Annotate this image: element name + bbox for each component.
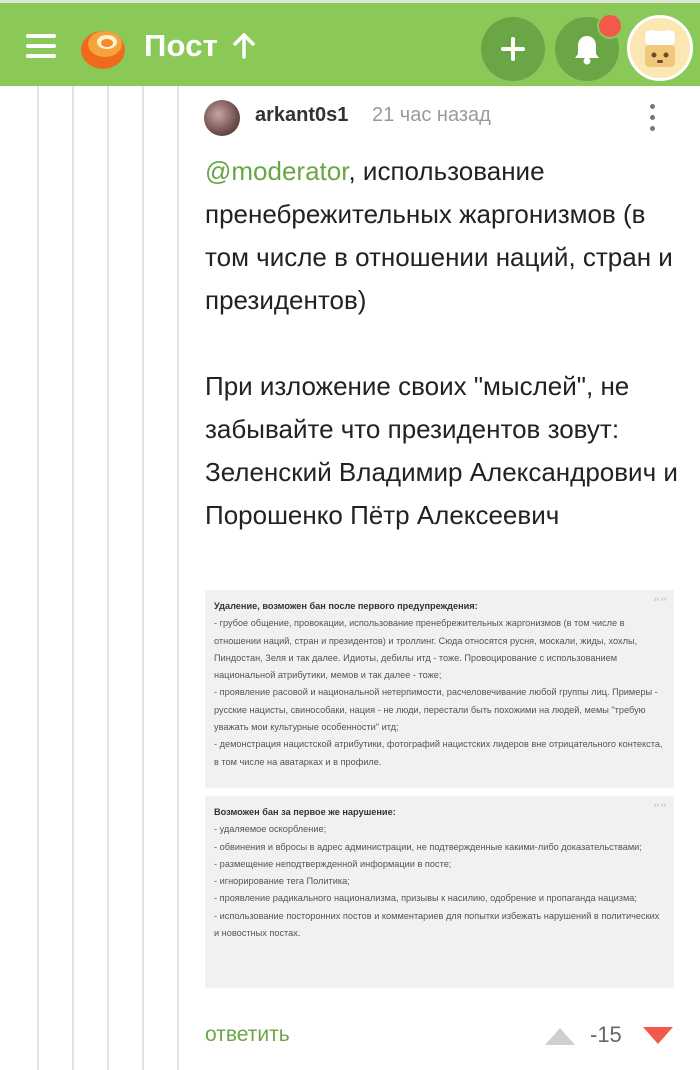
comment-paragraph: При изложение своих "мыслей", не забывайте что президентов зовут: Зеленский Владимир Александрович и Порошенко Пётр Алексеевич [205,371,678,530]
more-options-icon[interactable] [644,102,662,134]
quote-line: - проявление радикального национализма, призывы к насилию, одобрение и пропаганда нацизма; [214,893,637,904]
avatar-image [630,18,690,78]
quote-line: - использование посторонних постов и комментариев для попытки избежать нарушений в политических и новостных постах. [214,910,660,939]
reply-button[interactable]: ответить [205,1023,290,1046]
quote-heading: Возможен бан за первое же нарушение: [214,807,396,817]
bell-icon [573,33,601,65]
quote-line: - демонстрация нацистской атрибутики, фотографий нацистских лидеров вне отрицательного контекста, в том числе на аватарках и в профиле. [214,739,663,767]
thread-line[interactable] [107,86,109,1070]
quote-line: - проявление расовой и национальной нетерпимости, расчеловечивание любой группы лиц. Примеры - русские нацисты, свинособаки, нация - не люди, перестали быть похожими на людей, мемы "требую уважать мои культурные особенности" итд; [214,687,658,733]
quote-line: - грубое общение, провокации, использование пренебрежительных жаргонизмов (в том числе в отношении наций, стран и президентов) и троллинг. Сюда относятся русня, москали, жиды, хохлы, Пиндостан, Зеля и так далее. Идиоты, дебилы итд - тоже. Провоцирование с использованием национальной атрибутики, мемов и так далее - тоже; [214,618,638,681]
quote-block [205,796,674,988]
notification-badge [597,13,623,39]
thread-line[interactable] [72,86,74,1070]
quote-icon: “” [652,596,667,612]
commenter-avatar[interactable] [204,100,240,136]
mention-link[interactable]: @moderator [205,156,349,186]
page-title: Пост [144,28,219,63]
comment-body [205,150,690,537]
quote-block [205,590,674,788]
quote-icon: “” [652,802,667,818]
comment-paragraph [205,150,690,322]
pikabu-logo[interactable] [78,22,128,72]
comment-text-part: , использование пренебрежительных жаргонизмов (в том числе в отношении наций, стран и президентов) [205,156,673,315]
comment-time: 21 час назад [372,104,491,126]
comment-username[interactable]: arkant0s1 [255,104,349,126]
add-post-button[interactable] [481,17,545,81]
thread-line[interactable] [177,86,179,1070]
thread-line[interactable] [37,86,39,1070]
downvote-icon[interactable] [641,1026,675,1046]
quote-line: - размещение неподтвержденной информации в посте; [214,858,452,869]
quote-line: - обвинения и вбросы в адрес администрации, не подтвержденные какими-либо доказательствами; [214,841,642,852]
rating-count: -15 [590,1022,622,1047]
arrow-up-icon[interactable] [232,33,256,59]
quote-line: - удаляемое оскорбление; [214,824,327,835]
top-bar [0,0,700,86]
user-avatar[interactable] [627,15,693,81]
thread-line[interactable] [142,86,144,1070]
quote-line: - игнорирование тега Политика; [214,876,350,887]
quote-heading: Удаление, возможен бан после первого предупреждения: [214,601,478,611]
menu-icon[interactable] [26,34,56,58]
upvote-icon[interactable] [543,1026,577,1046]
